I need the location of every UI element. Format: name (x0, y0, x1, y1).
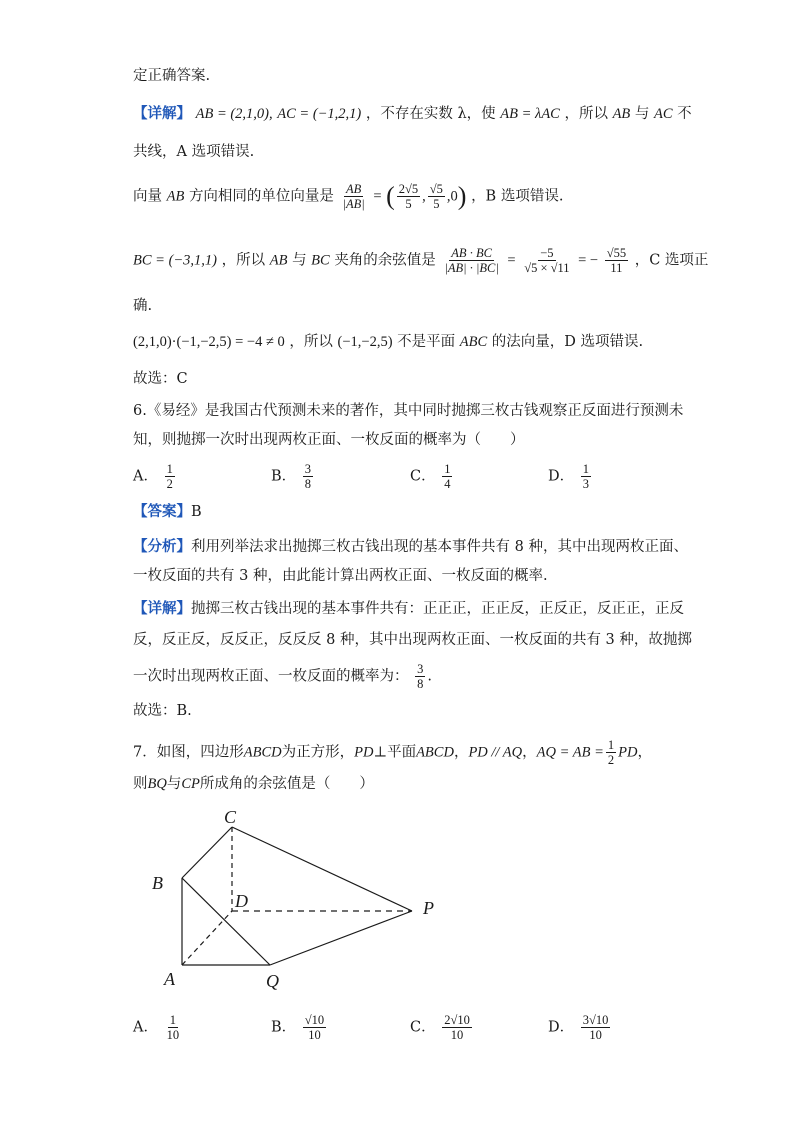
question-6-line-2 (133, 430, 525, 450)
numerator: 1 (444, 462, 451, 476)
math-pd: PD (354, 744, 374, 761)
math-parallel: PD // AQ (468, 744, 523, 761)
option-label: A． (133, 468, 158, 485)
numerator: √5 (429, 182, 443, 196)
cosine-fraction (442, 246, 500, 275)
text: ，C 选项正 (634, 252, 709, 269)
vector-ab-def: AB = (2,1,0), (195, 106, 273, 122)
math-abcd: ABCD (243, 744, 282, 761)
text-line (133, 369, 188, 389)
text: 的法向量，D 选项错误. (491, 334, 644, 350)
numerator: 2√10 (444, 1013, 470, 1027)
question-6-line-1 (133, 401, 683, 421)
option-label: D． (548, 1019, 575, 1036)
vector: (−1,−2,5) (337, 334, 393, 350)
text-line (133, 66, 210, 86)
numerator: −5 (540, 246, 554, 260)
text: 不 (677, 106, 692, 122)
text: 与 (166, 776, 182, 792)
equals: = (507, 252, 516, 269)
text-line (133, 701, 192, 721)
continuation-text: 共线，A 选项错误. (133, 144, 255, 160)
detail-text: 一次时出现两枚正面、一枚反面的概率为： (133, 668, 409, 685)
q7-option-c (410, 1013, 474, 1042)
point-label-b: B (152, 873, 163, 893)
analysis-line-2 (133, 566, 548, 586)
question-text: 知，则抛掷一次时出现两枚正面、一枚反面的概率为（ ） (133, 432, 525, 448)
option-label: B． (271, 468, 297, 485)
analysis-tag: 【分析】 (133, 538, 191, 555)
question-7-line-2 (133, 774, 374, 794)
vector-bc-def: BC = (−3,1,1) (133, 252, 218, 269)
numerator: √10 (304, 1013, 325, 1027)
dot-product-expr: (2,1,0)·(−1,−2,5) = −4 ≠ 0 (133, 334, 285, 350)
detail-line-3 (133, 662, 432, 691)
math-equation: AQ = AB = (536, 744, 604, 761)
q7-option-d (548, 1013, 612, 1042)
half-fraction (606, 738, 616, 767)
detail-text: 抛掷三枚古钱出现的基本事件共有：正正正，正正反，正反正，反正正，正反 (191, 601, 684, 617)
option-fraction (303, 462, 313, 491)
fraction (605, 246, 628, 275)
option-fraction (165, 1013, 182, 1042)
text: 则 (133, 776, 148, 792)
denominator: 2 (607, 753, 615, 767)
option-label: C． (410, 1019, 436, 1036)
denominator: |AB| · |BC| (444, 261, 499, 275)
numerator: 2√5 (398, 182, 419, 196)
third-component: ,0 (446, 188, 458, 205)
denominator: 10 (308, 1028, 321, 1042)
option-d (548, 462, 593, 491)
text: 夹角的余弦值是 (334, 252, 436, 269)
denominator: 2 (166, 477, 173, 491)
text: ⊥平面 (373, 744, 417, 761)
paren-open: ( (386, 181, 395, 211)
edge-bq (182, 878, 270, 965)
continuation-text: 定正确答案. (133, 68, 211, 84)
text: 所成角的余弦值是（ ） (199, 776, 374, 792)
text: 方向相同的单位向量是 (188, 188, 334, 205)
option-label: C． (410, 468, 436, 485)
detail-paragraph-3 (133, 246, 708, 275)
point-label-a: A (164, 969, 175, 989)
denominator: 10 (166, 1028, 180, 1042)
answer-line (133, 502, 202, 522)
equals: = (373, 188, 382, 205)
option-label: D． (548, 468, 575, 485)
edge-ad-hidden (182, 911, 232, 965)
continuation-text: 确. (133, 298, 153, 314)
denominator: 3 (582, 477, 589, 491)
question-7-line-1 (133, 738, 652, 767)
detail-paragraph-1 (133, 104, 692, 124)
text: ， (637, 744, 652, 761)
detail-tag: 【详解】 (133, 105, 191, 122)
equation: AB = λAC (500, 106, 560, 122)
edge-bc (182, 827, 232, 878)
text-line (133, 296, 152, 316)
fraction (522, 246, 571, 275)
point-label-d: D (235, 891, 248, 911)
answer-value: B (191, 504, 202, 520)
detail-line-1 (133, 599, 684, 619)
denominator: 10 (589, 1028, 602, 1042)
text: ， (453, 744, 469, 761)
unit-vector-fraction (341, 182, 367, 211)
plane-name: ABC (459, 334, 488, 350)
denominator: 8 (304, 477, 312, 491)
question-text: 6.《易经》是我国古代预测未来的著作，其中同时抛掷三枚古钱观察正反面进行预测未 (133, 403, 684, 419)
denominator: 5 (405, 197, 412, 211)
edge-cp (232, 827, 412, 911)
vector-ac-def: AC = (−1,2,1) (277, 106, 362, 122)
numerator: 3√10 (582, 1013, 609, 1027)
detail-tag: 【详解】 (133, 600, 191, 617)
option-fraction (442, 1013, 472, 1042)
vector-bc: BC (311, 252, 330, 269)
text: 与 (292, 252, 307, 269)
vector-ac: AC (654, 106, 673, 122)
numerator: AB · BC (451, 246, 492, 260)
denominator: 10 (450, 1028, 464, 1042)
point-label-q: Q (266, 971, 279, 991)
text: 7．如图，四边形 (133, 744, 244, 761)
denominator: 4 (444, 477, 451, 491)
option-fraction (581, 1013, 611, 1042)
fraction (428, 182, 445, 211)
option-label: A． (133, 1019, 158, 1036)
edge-pq (270, 911, 412, 965)
option-a (133, 462, 177, 491)
text: ，所以 (564, 106, 608, 122)
numerator: 3 (417, 662, 424, 676)
text: 与 (634, 106, 650, 122)
answer-tag: 【答案】 (133, 503, 191, 520)
numerator: 3 (304, 462, 312, 476)
geometry-figure (140, 805, 470, 995)
denominator: √5 × √11 (524, 261, 570, 275)
detail-paragraph-2 (133, 182, 563, 211)
option-fraction (442, 462, 452, 491)
paren-close: ) (457, 181, 467, 211)
q7-option-a (133, 1013, 183, 1042)
option-fraction (303, 1013, 326, 1042)
analysis-text: 一枚反面的共有 3 种，由此能计算出两枚正面、一枚反面的概率. (133, 568, 548, 584)
probability-fraction (415, 662, 425, 691)
numerator: √55 (606, 246, 627, 260)
point-label-p: P (423, 898, 434, 918)
option-b (271, 462, 315, 491)
period: . (427, 668, 432, 685)
math-bq: BQ (147, 776, 167, 792)
text: ，不存在实数 λ，使 (365, 106, 496, 122)
equals: = − (578, 252, 599, 269)
q7-option-b (271, 1013, 328, 1042)
analysis-text: 利用列举法求出抛掷三枚古钱出现的基本事件共有 8 种，其中出现两枚正面、 (191, 539, 688, 555)
numerator: 1 (169, 1013, 176, 1027)
analysis-line-1 (133, 537, 688, 557)
text: ，B 选项错误. (471, 188, 564, 205)
point-label-c: C (224, 807, 237, 827)
final-choice: 故选：C (133, 371, 188, 387)
final-choice: 故选：B. (133, 703, 192, 719)
math-pd: PD (618, 744, 638, 761)
detail-line-2 (133, 630, 692, 650)
vector-ab: AB (166, 188, 185, 205)
numerator: 1 (607, 738, 615, 752)
text: 为正方形， (281, 744, 355, 761)
vector-ab: AB (612, 106, 631, 122)
option-label: B． (271, 1019, 297, 1036)
comma: , (422, 188, 426, 205)
text: ， (522, 744, 537, 761)
denominator: 11 (610, 261, 623, 275)
detail-text: 反，反正反，反反正，反反反 8 种，其中出现两枚正面、一枚反面的共有 3 种，故抛掷 (133, 632, 692, 648)
math-cp: CP (181, 776, 200, 792)
text: ，所以 (221, 252, 266, 269)
numerator: 1 (166, 462, 173, 476)
numerator: 1 (582, 462, 589, 476)
option-c (410, 462, 454, 491)
numerator: AB (345, 182, 362, 196)
detail-paragraph-4 (133, 332, 643, 352)
text: ，所以 (289, 334, 333, 350)
text-line (133, 142, 254, 162)
denominator: |AB| (342, 197, 365, 211)
option-fraction (581, 462, 591, 491)
denominator: 5 (433, 197, 440, 211)
fraction (397, 182, 420, 211)
text: 不是平面 (397, 334, 456, 350)
denominator: 8 (417, 677, 424, 691)
vector-ab: AB (269, 252, 288, 269)
option-fraction (165, 462, 175, 491)
text: 向量 (133, 188, 162, 205)
math-abcd: ABCD (416, 744, 454, 761)
